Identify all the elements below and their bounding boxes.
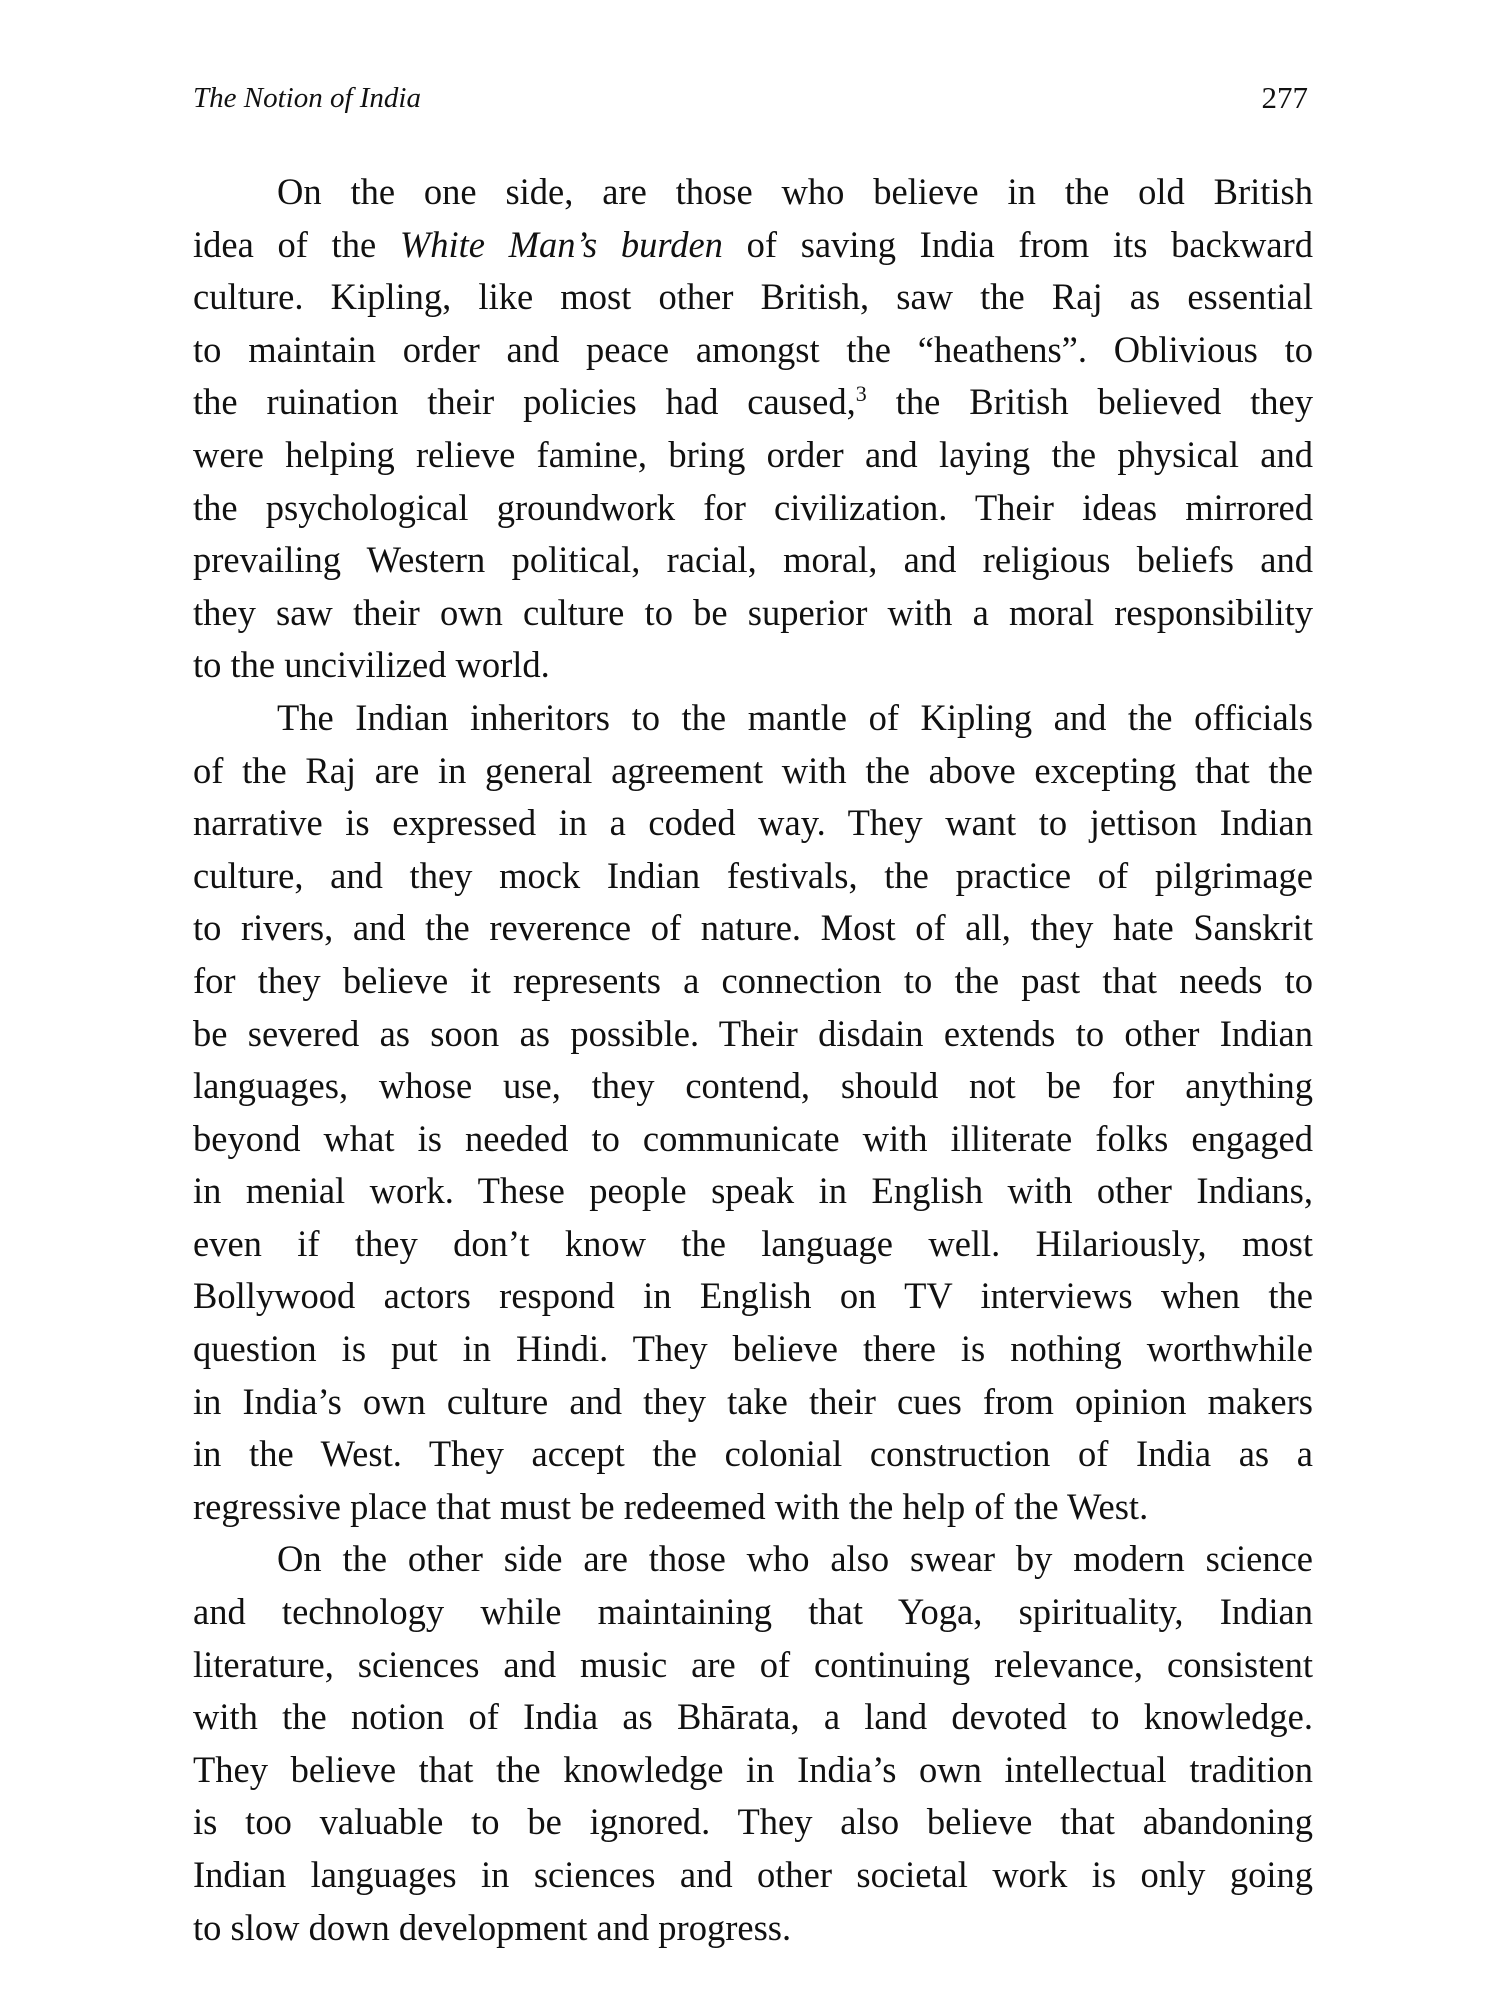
text-run: the British believed they: [866, 381, 1313, 423]
text-line: beyond what is needed to communicate with illiterate folks engaged: [193, 1117, 1313, 1159]
text-line: in menial work. These people speak in English with other Indians,: [193, 1170, 1313, 1212]
text-line: They believe that the knowledge in India’s own intellectual tradition: [193, 1748, 1313, 1790]
text-line: were helping relieve famine, bring order and laying the physical and: [193, 433, 1313, 475]
paragraph-3: [193, 1533, 1313, 1954]
text-line: be severed as soon as possible. Their disdain extends to other Indian: [193, 1012, 1313, 1054]
text-line: in India’s own culture and they take their cues from opinion makers: [193, 1380, 1313, 1422]
text-run: the ruination their policies had caused,: [193, 381, 856, 423]
text-line: the psychological groundwork for civilization. Their ideas mirrored: [193, 486, 1313, 528]
text-line: culture. Kipling, like most other British, saw the Raj as essential: [193, 276, 1313, 318]
page-number: 277: [1261, 80, 1308, 115]
text-line: of the Raj are in general agreement with the above excepting that the: [193, 749, 1313, 791]
text-line: regressive place that must be redeemed with the help of the West.: [193, 1485, 1149, 1527]
text-line: to maintain order and peace amongst the “heathens”. Oblivious to: [193, 328, 1313, 370]
running-header: [193, 80, 1308, 120]
text-line: they saw their own culture to be superior with a moral responsibility: [193, 591, 1313, 633]
text-line: even if they don’t know the language well. Hilariously, most: [193, 1222, 1313, 1264]
text-line: to slow down development and progress.: [193, 1906, 792, 1948]
running-title: The Notion of India: [193, 82, 421, 114]
text-line: and technology while maintaining that Yoga, spirituality, Indian: [193, 1591, 1313, 1633]
text-line: prevailing Western political, racial, moral, and religious beliefs and: [193, 539, 1313, 581]
body-text: [193, 166, 1313, 1954]
text-line: to the uncivilized world.: [193, 644, 550, 686]
text-line: Indian languages in sciences and other societal work is only going: [193, 1854, 1313, 1895]
text-line: is too valuable to be ignored. They also believe that abandoning: [193, 1801, 1313, 1843]
text-line: [193, 219, 1313, 272]
paragraph-1: [193, 166, 1313, 692]
text-line: narrative is expressed in a coded way. They want to jettison Indian: [193, 802, 1313, 844]
footnote-marker: 3: [855, 381, 867, 407]
paragraph-2: [193, 692, 1313, 1534]
text-line: On the other side are those who also swear by modern science: [277, 1538, 1313, 1580]
text-line: question is put in Hindi. They believe there is nothing worthwhile: [193, 1328, 1313, 1370]
text-line: [193, 376, 1313, 429]
text-line: languages, whose use, they contend, should not be for anything: [193, 1065, 1313, 1107]
text-line: to rivers, and the reverence of nature. Most of all, they hate Sanskrit: [193, 907, 1313, 949]
text-run: of saving India from its backward: [722, 223, 1314, 265]
text-line: in the West. They accept the colonial construction of India as a: [193, 1433, 1313, 1475]
text-line: literature, sciences and music are of continuing relevance, consistent: [193, 1643, 1313, 1685]
text-line: for they believe it represents a connection to the past that needs to: [193, 959, 1313, 1001]
text-line: with the notion of India as Bhārata, a land devoted to knowledge.: [193, 1696, 1313, 1738]
italic-phrase: White Man’s burden: [399, 223, 723, 265]
text-line: The Indian inheritors to the mantle of Kipling and the officials: [277, 696, 1313, 738]
text-line: culture, and they mock Indian festivals, the practice of pilgrimage: [193, 854, 1313, 896]
text-line: Bollywood actors respond in English on TV interviews when the: [193, 1275, 1313, 1317]
text-run: idea of the: [193, 223, 400, 265]
text-line: On the one side, are those who believe in the old British: [277, 171, 1313, 212]
